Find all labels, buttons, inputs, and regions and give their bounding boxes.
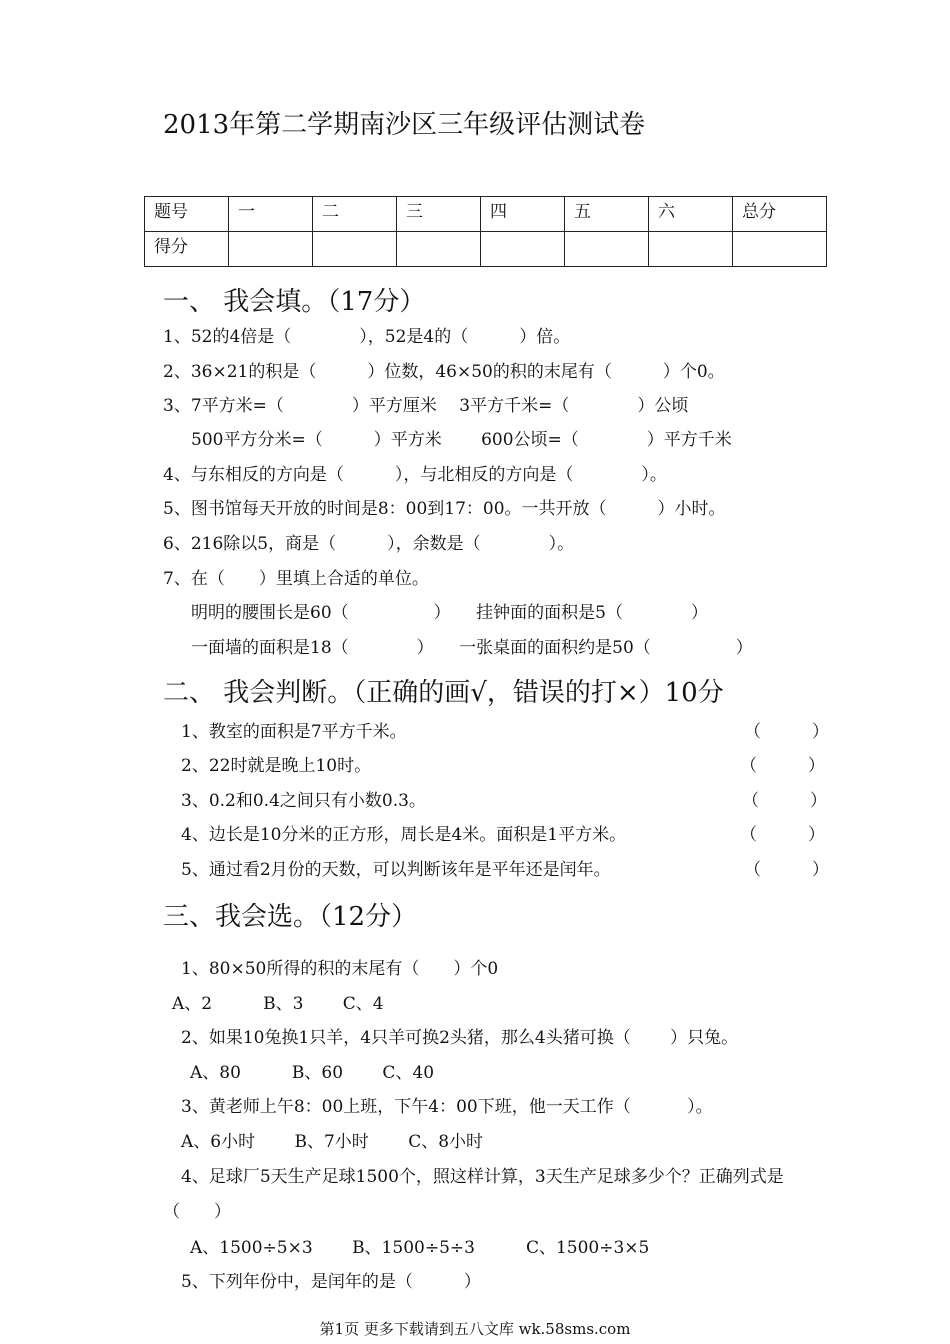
page-title: 2013年第二学期南沙区三年级评估测试卷 [163,110,646,140]
score-cell[interactable] [313,232,397,267]
judgement-statement: 2、22时就是晚上10时。 [181,756,372,776]
score-table-header-cell: 总分 [733,197,827,232]
answer-bracket[interactable]: （ ） [742,791,827,811]
question-line: 2、36×21的积是（ ）位数，46×50的积的末尾有（ ）个0。 [163,362,725,382]
choice-options: A、2 B、3 C、4 [172,994,384,1014]
judgement-statement: 1、教室的面积是7平方千米。 [181,722,407,742]
question-line: 500平方分米=（ ）平方米 600公顷=（ ）平方千米 [191,430,732,450]
answer-bracket[interactable]: （ ） [740,825,825,845]
score-cell[interactable] [565,232,649,267]
score-cell[interactable] [649,232,733,267]
section-2-heading: 二、 我会判断。（正确的画√，错误的打×）10分 [163,678,724,708]
judgement-statement: 5、通过看2月份的天数，可以判断该年是平年还是闰年。 [181,860,611,880]
score-table-header-cell: 三 [397,197,481,232]
score-table-header-row [145,197,827,232]
question-line: 5、图书馆每天开放的时间是8：00到17：00。一共开放（ ）小时。 [163,499,726,519]
score-cell[interactable] [481,232,565,267]
answer-bracket[interactable]: （ ） [744,860,829,880]
judgement-statement: 4、边长是10分米的正方形，周长是4米。面积是1平方米。 [181,825,627,845]
score-table-score-row [145,232,827,267]
question-line: 4、足球厂5天生产足球1500个，照这样计算，3天生产足球多少个？正确列式是 [181,1167,784,1187]
question-line: 4、与东相反的方向是（ ），与北相反的方向是（ ）。 [163,465,667,485]
score-cell[interactable] [229,232,313,267]
question-line: 1、52的4倍是（ ），52是4的（ ）倍。 [163,327,571,347]
choice-options: A、1500÷5×3 B、1500÷5÷3 C、1500÷3×5 [190,1238,650,1258]
judgement-statement: 3、0.2和0.4之间只有小数0.3。 [181,791,426,811]
question-line: 一面墙的面积是18（ ） 一张桌面的面积约是50（ ） [191,638,753,658]
answer-bracket[interactable]: （ ） [740,756,825,776]
score-table-header-cell: 六 [649,197,733,232]
score-cell-total[interactable] [733,232,827,267]
question-line: 3、黄老师上午8：00上班，下午4：00下班，他一天工作（ ）。 [181,1097,713,1117]
score-table-header-cell: 题号 [145,197,229,232]
page-footer: 第1页 更多下载请到五八文库 wk.58sms.com [319,1320,631,1338]
answer-bracket[interactable]: （ ） [744,722,829,742]
question-line: 明明的腰围长是60（ ） 挂钟面的面积是5（ ） [191,603,708,623]
question-line: 1、80×50所得的积的末尾有（ ）个0 [181,959,499,979]
question-line: 3、7平方米=（ ）平方厘米 3平方千米=（ ）公顷 [163,396,689,416]
score-table [144,196,827,267]
question-line: 6、216除以5，商是（ ），余数是（ ）。 [163,534,575,554]
question-line: 5、下列年份中，是闰年的是（ ） [181,1272,481,1292]
question-line: 7、在（ ）里填上合适的单位。 [163,569,429,589]
score-cell[interactable] [397,232,481,267]
score-table-header-cell: 二 [313,197,397,232]
choice-options: A、6小时 B、7小时 C、8小时 [181,1132,484,1152]
question-line: 2、如果10兔换1只羊，4只羊可换2头猪，那么4头猪可换（ ）只兔。 [181,1028,739,1048]
question-line: （ ） [163,1202,231,1222]
section-3-heading: 三、我会选。（12分） [163,902,418,932]
score-table-header-cell: 一 [229,197,313,232]
score-table-header-cell: 五 [565,197,649,232]
section-1-heading: 一、 我会填。（17分） [163,287,426,317]
score-row-label: 得分 [145,232,229,267]
score-table-header-cell: 四 [481,197,565,232]
choice-options: A、80 B、60 C、40 [190,1063,435,1083]
